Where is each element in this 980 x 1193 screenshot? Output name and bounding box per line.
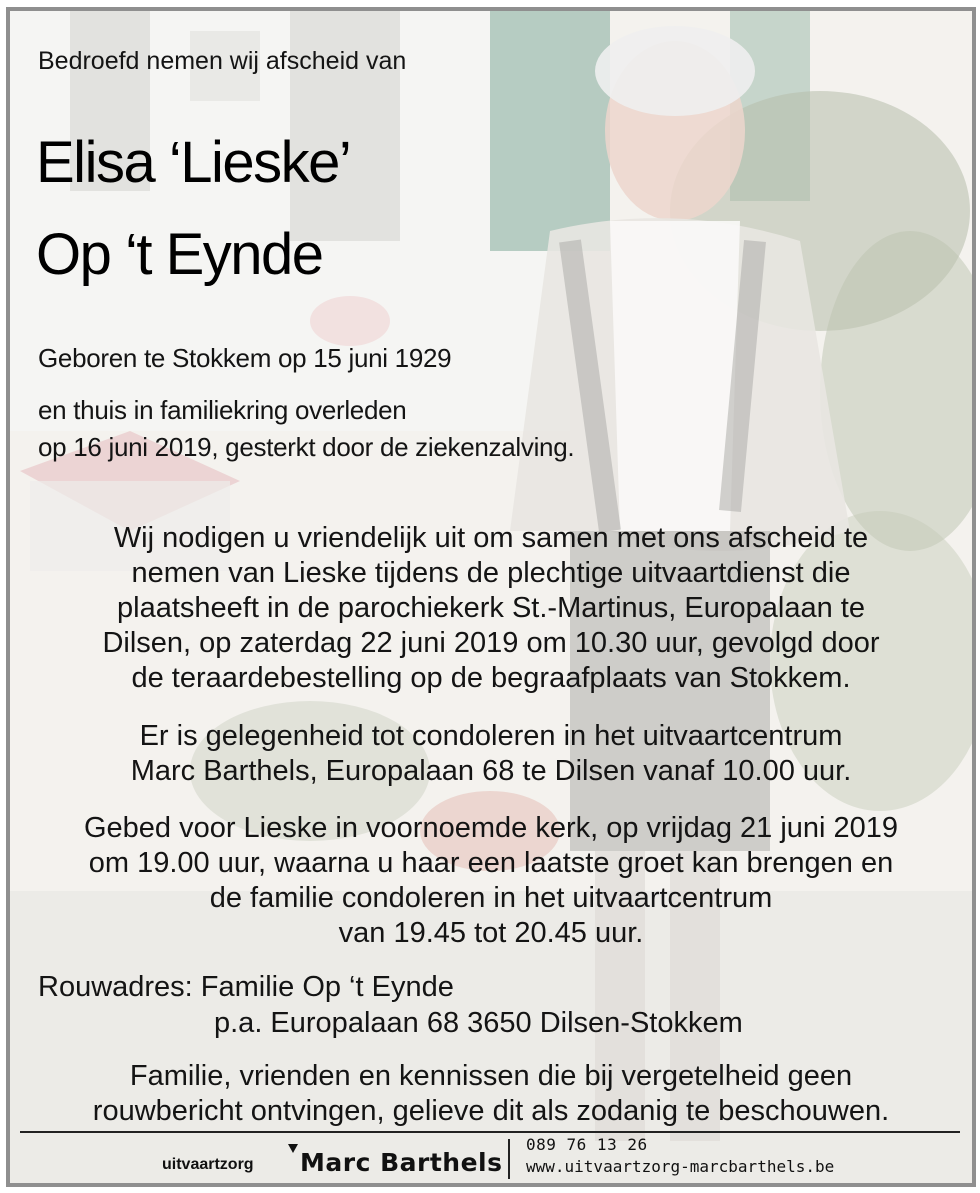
obituary-frame — [6, 7, 976, 1187]
footer-separator — [508, 1139, 510, 1179]
closing-line: Familie, vrienden en kennissen die bij vergetelheid geen — [129, 1060, 853, 1092]
footer-website: www.uitvaartzorg-marcbarthels.be — [526, 1157, 835, 1176]
footer-phone: 089 76 13 26 — [526, 1135, 648, 1154]
invitation-line: Wij nodigen u vriendelijk uit om samen met ons afscheid te — [113, 522, 869, 554]
prayer-line: van 19.45 tot 20.45 uur. — [338, 917, 644, 949]
invitation-line: Dilsen, op zaterdag 22 juni 2019 om 10.30 uur, gevolgd door — [102, 627, 880, 659]
deceased-name-last: Op ‘t Eynde — [36, 222, 323, 287]
funeral-home-logo-small: uitvaartzorg — [162, 1156, 254, 1173]
death-date-line: op 16 juni 2019, gesterkt door de ziekenzalving. — [38, 432, 575, 462]
closing-paragraph — [30, 1059, 952, 1129]
prayer-paragraph — [30, 811, 952, 951]
prayer-line: Gebed voor Lieske in voornoemde kerk, op vrijdag 21 juni 2019 — [83, 812, 899, 844]
invitation-line: de teraardebestelling op de begraafplaats van Stokkem. — [131, 662, 851, 694]
logo-arrow-icon — [288, 1144, 298, 1153]
mourning-address-label: Rouwadres: Familie Op ‘t Eynde — [38, 971, 454, 1003]
death-line: en thuis in familiekring overleden — [38, 395, 407, 425]
birth-line: Geboren te Stokkem op 15 juni 1929 — [38, 343, 452, 373]
prayer-line: de familie condoleren in het uitvaartcentrum — [209, 882, 773, 914]
invitation-line: plaatsheeft in de parochiekerk St.-Martinus, Europalaan te — [117, 592, 865, 624]
deceased-name-first: Elisa ‘Lieske’ — [36, 130, 351, 195]
intro-text: Bedroefd nemen wij afscheid van — [38, 47, 407, 75]
closing-line: rouwbericht ontvingen, gelieve dit als zodanig te beschouwen. — [92, 1095, 890, 1127]
invitation-line: nemen van Lieske tijdens de plechtige uitvaartdienst die — [131, 557, 851, 589]
prayer-line: om 19.00 uur, waarna u haar een laatste groet kan brengen en — [88, 847, 894, 879]
invitation-paragraph — [30, 521, 952, 696]
condolence-paragraph — [30, 719, 952, 789]
funeral-home-logo-name: Marc Barthels — [300, 1148, 503, 1177]
condolence-line: Marc Barthels, Europalaan 68 te Dilsen vanaf 10.00 uur. — [130, 755, 852, 787]
condolence-line: Er is gelegenheid tot condoleren in het uitvaartcentrum — [139, 720, 843, 752]
mourning-address-line: p.a. Europalaan 68 3650 Dilsen-Stokkem — [214, 1007, 743, 1039]
footer-divider — [20, 1131, 960, 1133]
